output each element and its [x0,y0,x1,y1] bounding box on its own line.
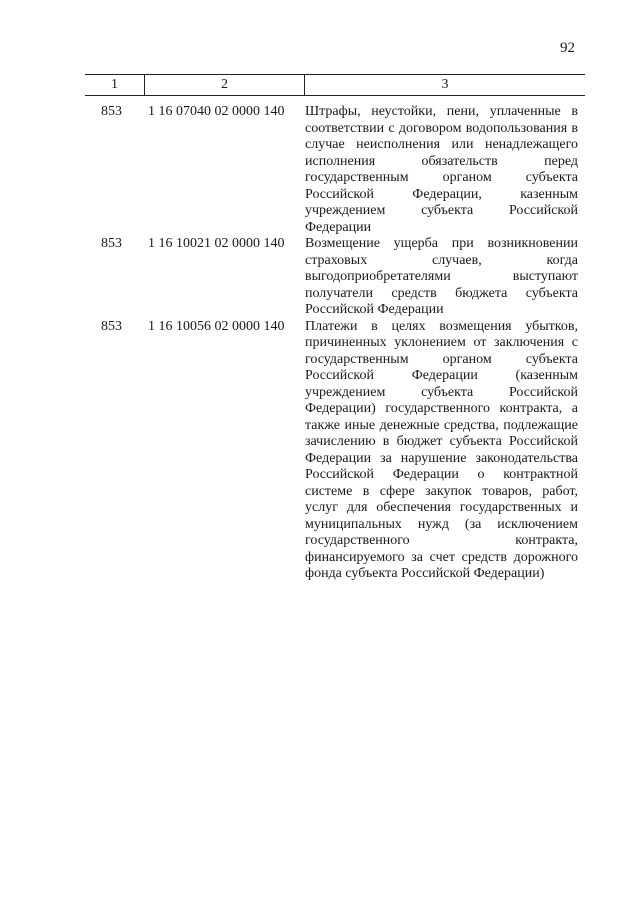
admin-code: 853 [101,104,122,119]
table-row [85,236,585,319]
income-description: Штрафы, неустойки, пени, уплаченные в соответствии с договором водопользования в случае неисполнения или ненадлежащего исполнения обязательств перед государственным органом субъекта Российской Федерации, казенным учреждением субъекта Российской Федерации [305,104,578,235]
kbk-code: 1 16 10021 02 0000 140 [148,236,285,251]
table-header [85,74,585,96]
kbk-code: 1 16 10056 02 0000 140 [148,318,285,334]
header-col-2: 2 [145,75,305,95]
income-description: Возмещение ущерба при возникновении страховых случаев, когда выгодоприобретателями выступают получатели средств бюджета субъекта Российской Федерации [305,236,578,317]
table-row [85,104,585,236]
header-col-1: 1 [85,75,145,95]
kbk-code: 1 16 07040 02 0000 140 [148,104,285,119]
admin-code: 853 [101,318,122,334]
table-row [85,319,585,583]
admin-code: 853 [101,236,122,251]
header-col-3: 3 [441,77,449,92]
income-description: Платежи в целях возмещения убытков, причиненных уклонением от заключения с государственным органом субъекта Российской Федерации (казенным учреждением субъекта Российской Федерации) государственного контракта, а также иные денежные средства, подлежащие зачислению в бюджет субъекта Российской Федерации за нарушение законодательства Российской Федерации о контрактной системе в сфере закупок товаров, работ, услуг для обеспечения государственных и муниципальных нужд (за исключением государственного контракта, финансируемого за счет средств дорожного фонда субъекта Российской Федерации) [305,318,578,581]
table-body [85,104,585,583]
page-number: 92 [560,40,575,56]
